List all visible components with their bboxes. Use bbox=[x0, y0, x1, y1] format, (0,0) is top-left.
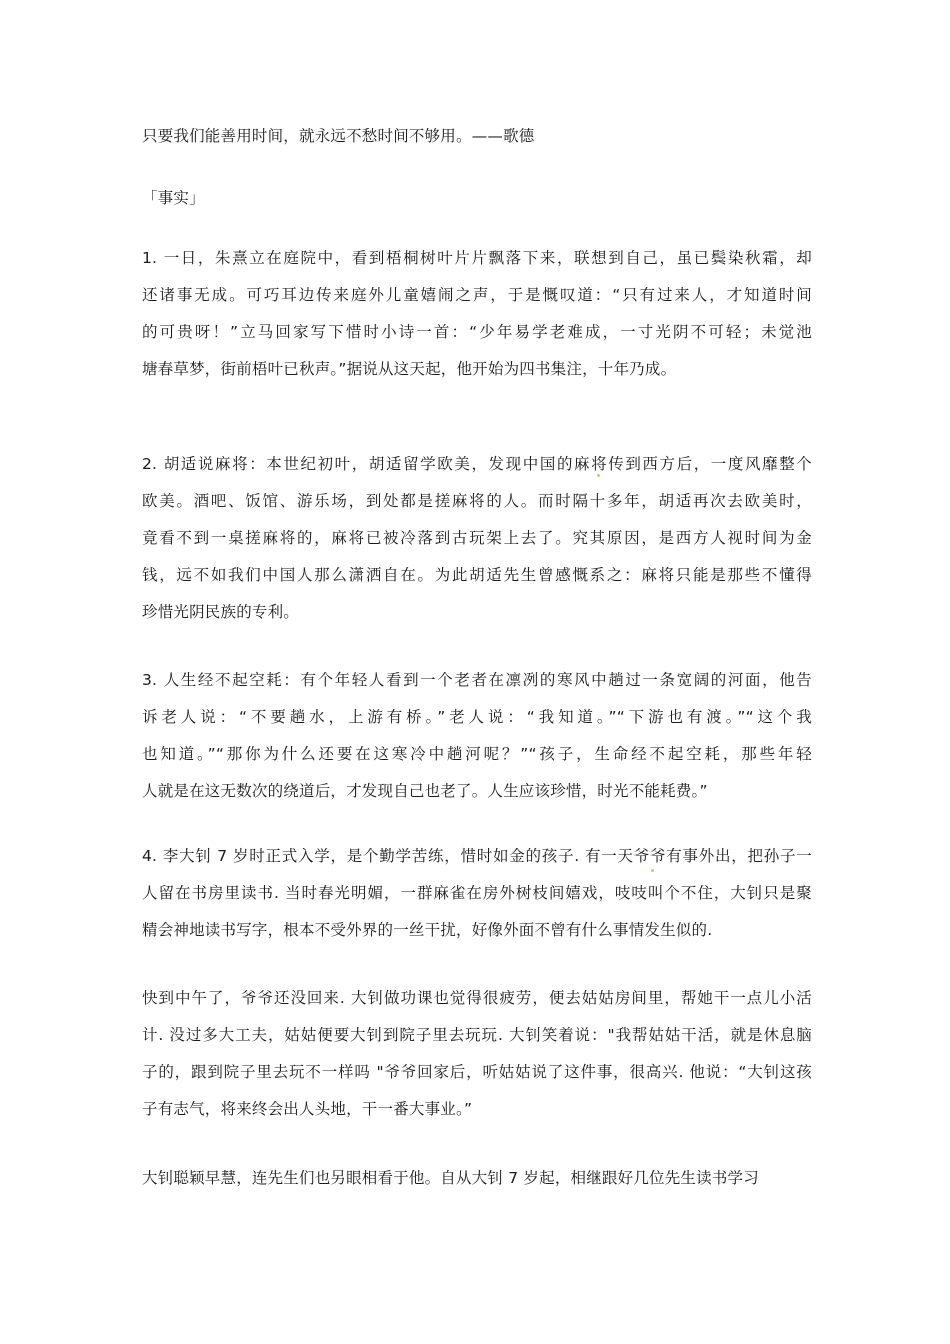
paragraph-line: 大钊聪颖早慧，连先生们也另眼相看于他。自从大钊 7 岁起，相继跟好几位先生读书学习 bbox=[142, 1169, 759, 1187]
paragraph-line: 还诸事无成。可巧耳边传来庭外儿童嬉闹之声，于是慨叹道：“只有过来人，才知道时间 bbox=[142, 286, 812, 304]
scan-speck bbox=[597, 474, 600, 477]
paragraph-line: 人留在书房里读书. 当时春光明媚，一群麻雀在房外树枝间嬉戏，吱吱叫个不住，大钊只是聚 bbox=[142, 884, 812, 902]
paragraph-line: 的可贵呀！”立马回家写下惜时小诗一首：“少年易学老难成，一寸光阴不可轻；未觉池 bbox=[142, 323, 812, 341]
paragraph-line: 子有志气，将来终会出人头地，干一番大事业。” bbox=[142, 1100, 473, 1118]
paragraph-1 bbox=[142, 240, 812, 388]
quote-line: 只要我们能善用时间，就永远不愁时间不够用。——歌德 bbox=[142, 127, 535, 145]
paragraph-line: 塘春草梦，街前梧叶已秋声。”据说从这天起，他开始为四书集注，十年乃成。 bbox=[142, 360, 677, 378]
paragraph-line: 快到中午了，爷爷还没回来. 大钊做功课也觉得很疲劳，便去姑姑房间里，帮她干一点儿小活 bbox=[142, 989, 812, 1007]
paragraph-6 bbox=[142, 1160, 812, 1197]
quote-text bbox=[142, 118, 812, 155]
paragraph-3 bbox=[142, 662, 812, 810]
paragraph-line: 子的，跟到院子里去玩不一样吗 "爷爷回家后，听姑姑说了这件事，很高兴. 他说：“大钊这孩 bbox=[142, 1063, 812, 1081]
paragraph-line: 1. 一日，朱熹立在庭院中，看到梧桐树叶片片飘落下来，联想到自己，虽已鬓染秋霜，却 bbox=[142, 249, 812, 267]
scan-speck bbox=[651, 869, 654, 872]
paragraph-line: 4. 李大钊 7 岁时正式入学，是个勤学苦练，惜时如金的孩子. 有一天爷爷有事外出，把孙子一 bbox=[142, 847, 812, 865]
section-heading-text: 「事实」 bbox=[142, 189, 205, 207]
paragraph-line: 欧美。酒吧、饭馆、游乐场，到处都是搓麻将的人。而时隔十多年，胡适再次去欧美时， bbox=[142, 492, 812, 510]
paragraph-line: 精会神地读书写字，根本不受外界的一丝干扰，好像外面不曾有什么事情发生似的. bbox=[142, 921, 713, 939]
paragraph-line: 人就是在这无数次的绕道后，才发现自己也老了。人生应该珍惜，时光不能耗费。” bbox=[142, 782, 708, 800]
paragraph-line: 2. 胡适说麻将：本世纪初叶，胡适留学欧美，发现中国的麻将传到西方后，一度风靡整个 bbox=[142, 455, 812, 473]
paragraph-line: 珍惜光阴民族的专利。 bbox=[142, 603, 300, 621]
paragraph-4 bbox=[142, 838, 812, 949]
paragraph-line: 钱，远不如我们中国人那么潇洒自在。为此胡适先生曾感慨系之：麻将只能是那些不懂得 bbox=[142, 566, 812, 584]
paragraph-line: 也知道。”“那你为什么还要在这寒冷中趟河呢？”“孩子，生命经不起空耗，那些年轻 bbox=[142, 745, 812, 763]
paragraph-2 bbox=[142, 446, 812, 631]
paragraph-line: 计. 没过多大工夫，姑姑便要大钊到院子里去玩玩. 大钊笑着说："我帮姑姑干活，就是休息脑 bbox=[142, 1026, 812, 1044]
paragraph-line: 竟看不到一桌搓麻将的，麻将已被冷落到古玩架上去了。究其原因，是西方人视时间为金 bbox=[142, 529, 812, 547]
section-heading bbox=[142, 180, 812, 217]
paragraph-line: 诉老人说：“不要趟水，上游有桥。”老人说：“我知道。”“下游也有渡。”“这个我 bbox=[142, 708, 812, 726]
paragraph-line: 3. 人生经不起空耗：有个年轻人看到一个老者在凛冽的寒风中趟过一条宽阔的河面，他告 bbox=[142, 671, 812, 689]
paragraph-5 bbox=[142, 980, 812, 1128]
